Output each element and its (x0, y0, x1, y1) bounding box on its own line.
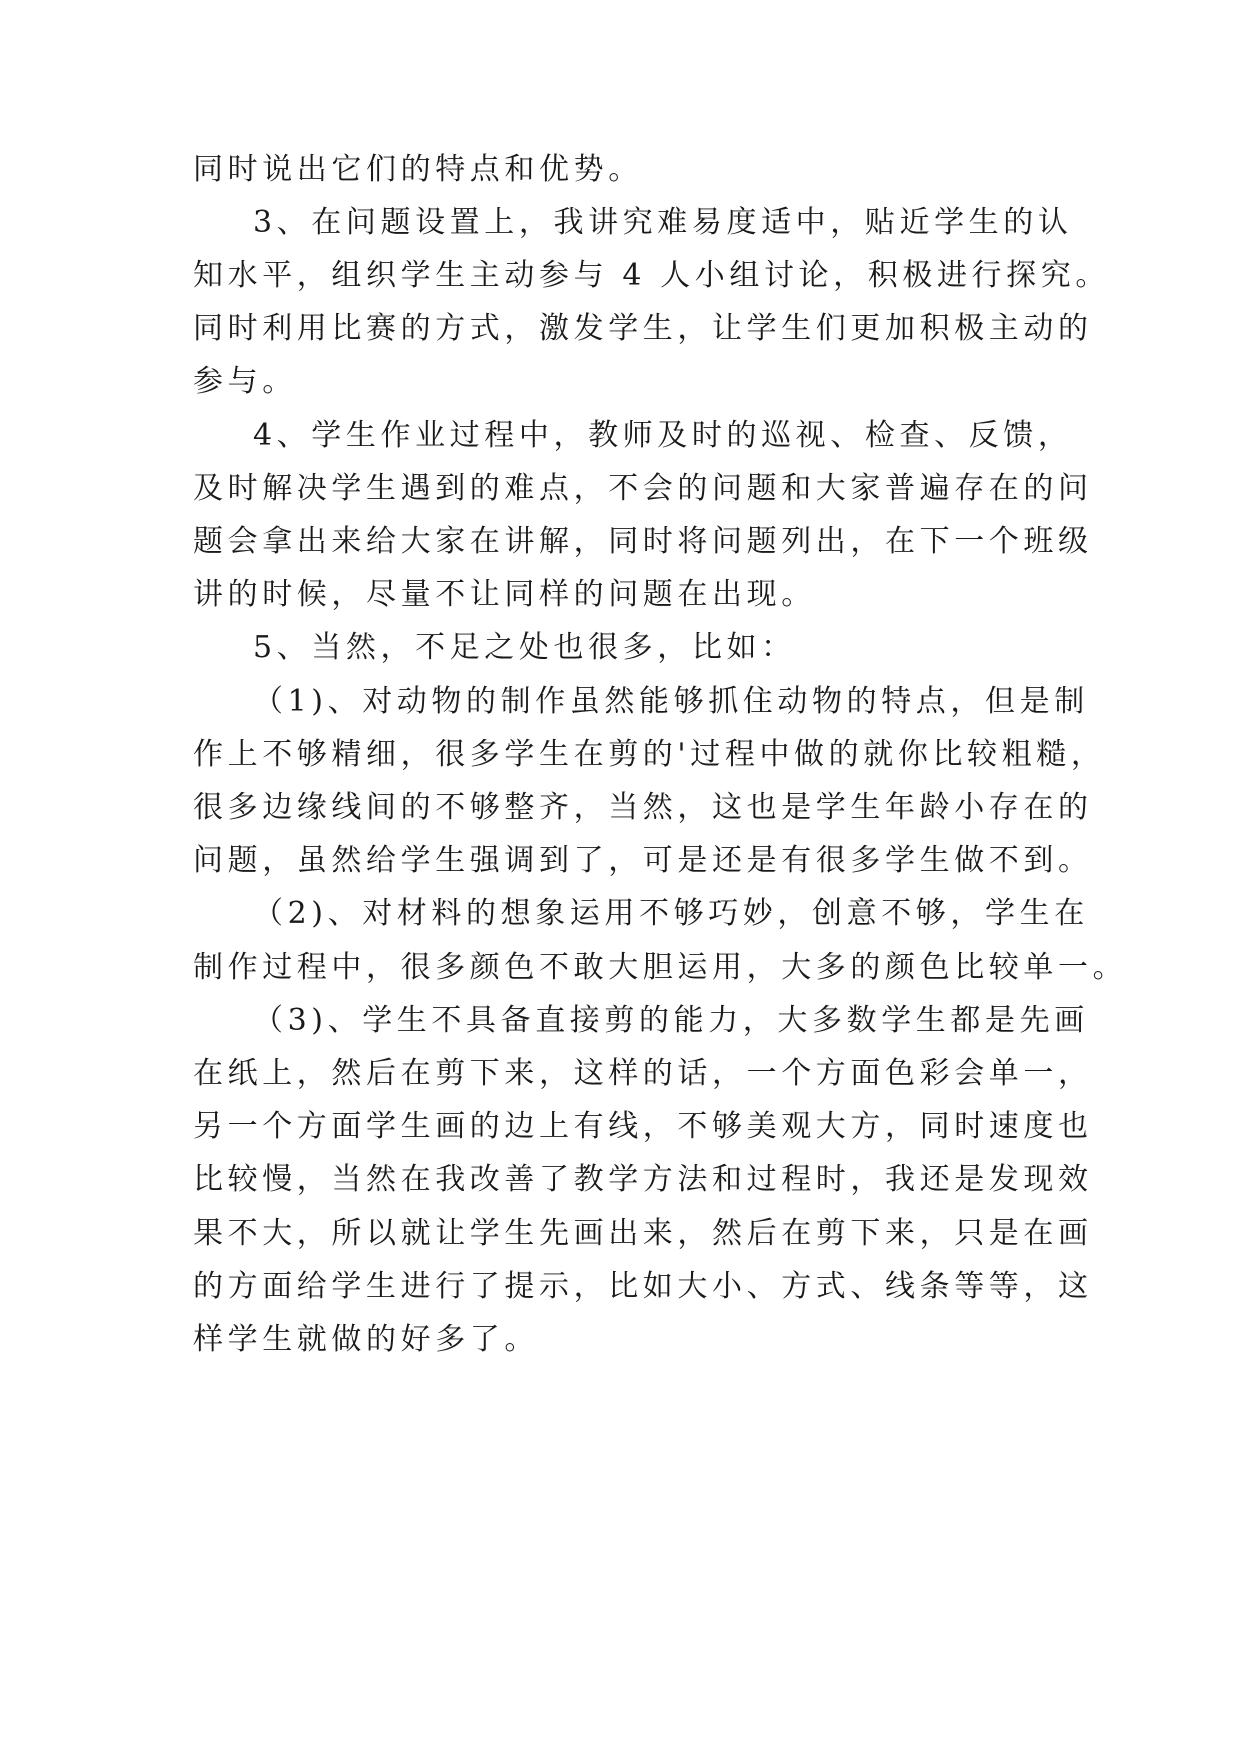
text-line: 很多边缘线间的不够整齐，当然，这也是学生年龄小存在的 (193, 790, 1093, 825)
text-line: 在纸上，然后在剪下来，这样的话，一个方面色彩会单一， (193, 1056, 1093, 1091)
text-line: 同时利用比赛的方式，激发学生，让学生们更加积极主动的 (193, 311, 1093, 346)
text-line: 制作过程中，很多颜色不敢大胆运用，大多的颜色比较单一。 (193, 950, 1128, 985)
text-line: 作上不够精细，很多学生在剪的'过程中做的就你比较粗糙， (193, 737, 1106, 772)
text-line: 问题，虽然给学生强调到了，可是还是有很多学生做不到。 (193, 843, 1093, 878)
text-line: 果不大，所以就让学生先画出来，然后在剪下来，只是在画 (193, 1216, 1093, 1251)
text-line: 参与。 (193, 364, 297, 399)
text-line: （3)、学生不具备直接剪的能力，大多数学生都是先画 (253, 1003, 1089, 1038)
text-line: 3、在问题设置上，我讲究难易度适中，贴近学生的认 (253, 205, 1073, 240)
text-line: 知水平，组织学生主动参与 4 人小组讨论，积极进行探究。 (193, 258, 1110, 293)
text-line: 5、当然，不足之处也很多，比如： (253, 630, 796, 665)
text-line: 讲的时候，尽量不让同样的问题在出现。 (193, 577, 816, 612)
text-line: 比较慢，当然在我改善了教学方法和过程时，我还是发现效 (193, 1162, 1093, 1197)
text-line: （1)、对动物的制作虽然能够抓住动物的特点，但是制 (253, 684, 1089, 719)
text-line: 同时说出它们的特点和优势。 (193, 152, 643, 187)
text-line: 4、学生作业过程中，教师及时的巡视、检查、反馈， (253, 418, 1073, 453)
text-line: 另一个方面学生画的边上有线，不够美观大方，同时速度也 (193, 1109, 1093, 1144)
text-line: 的方面给学生进行了提示，比如大小、方式、线条等等，这 (193, 1269, 1093, 1304)
text-line: 及时解决学生遇到的难点，不会的问题和大家普遍存在的问 (193, 471, 1093, 506)
text-line: 题会拿出来给大家在讲解，同时将问题列出，在下一个班级 (193, 524, 1093, 559)
text-line: 样学生就做的好多了。 (193, 1322, 539, 1357)
text-line: （2)、对材料的想象运用不够巧妙，创意不够，学生在 (253, 896, 1089, 931)
